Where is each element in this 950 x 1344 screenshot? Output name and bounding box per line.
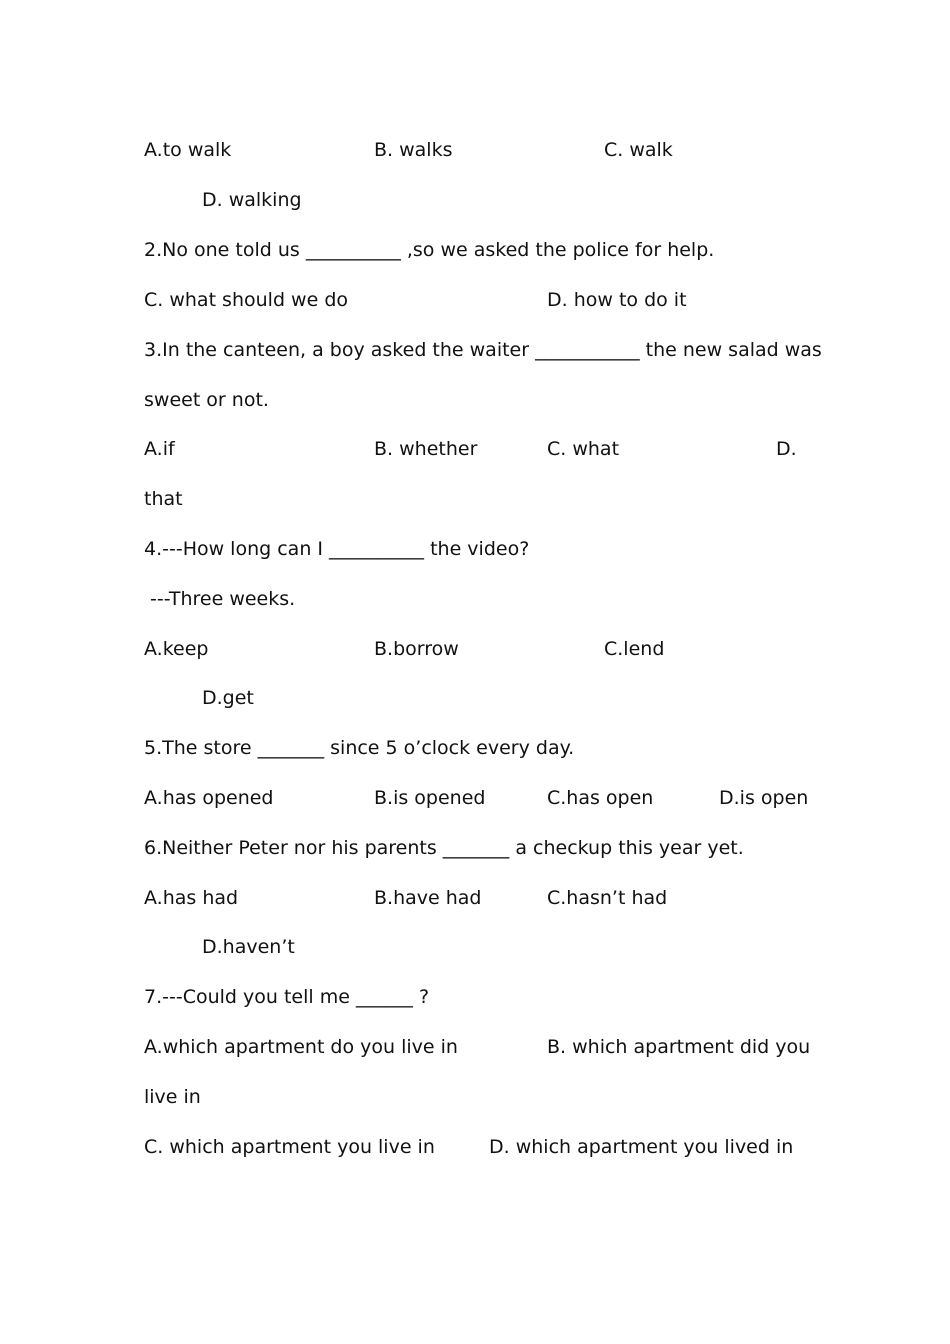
q5-option-b: B.is opened — [374, 787, 486, 809]
q6-stem: 6.Neither Peter nor his parents _______ a checkup this year yet. — [144, 837, 744, 859]
q4-option-a: A.keep — [144, 638, 209, 660]
q7-stem: 7.---Could you tell me ______ ? — [144, 986, 430, 1008]
q5-option-a: A.has opened — [144, 787, 274, 809]
q2-option-c: C. what should we do — [144, 289, 348, 311]
q6-option-d: D.haven’t — [202, 936, 295, 958]
q7-option-b-line1: B. which apartment did you — [547, 1036, 811, 1058]
q6-option-a: A.has had — [144, 887, 239, 909]
q3-option-a: A.if — [144, 438, 175, 460]
q6-option-b: B.have had — [374, 887, 482, 909]
q1-option-a: A.to walk — [144, 139, 232, 161]
q2-stem: 2.No one told us __________ ,so we asked the police for help. — [144, 239, 715, 261]
q5-stem: 5.The store _______ since 5 o’clock every day. — [144, 737, 575, 759]
q4-stem: 4.---How long can I __________ the video? — [144, 538, 530, 560]
q3-option-d-text: that — [144, 488, 183, 510]
q5-option-c: C.has open — [547, 787, 654, 809]
q5-option-d: D.is open — [719, 787, 809, 809]
q7-option-d: D. which apartment you lived in — [489, 1136, 794, 1158]
q1-option-c: C. walk — [604, 139, 673, 161]
q3-option-d-label: D. — [776, 438, 797, 460]
q7-option-a: A.which apartment do you live in — [144, 1036, 458, 1058]
q3-stem-line2: sweet or not. — [144, 389, 269, 411]
q4-answer: ---Three weeks. — [144, 588, 296, 610]
q4-option-b: B.borrow — [374, 638, 459, 660]
q3-option-b: B. whether — [374, 438, 478, 460]
q6-option-c: C.hasn’t had — [547, 887, 668, 909]
q4-option-c: C.lend — [604, 638, 665, 660]
q2-option-d: D. how to do it — [547, 289, 687, 311]
q3-stem-line1: 3.In the canteen, a boy asked the waiter ___________ the new salad was — [144, 339, 822, 361]
q1-option-b: B. walks — [374, 139, 453, 161]
q3-option-c: C. what — [547, 438, 620, 460]
q4-option-d: D.get — [202, 687, 254, 709]
q1-option-d: D. walking — [202, 189, 302, 211]
q7-option-b-line2: live in — [144, 1086, 201, 1108]
q7-option-c: C. which apartment you live in — [144, 1136, 435, 1158]
